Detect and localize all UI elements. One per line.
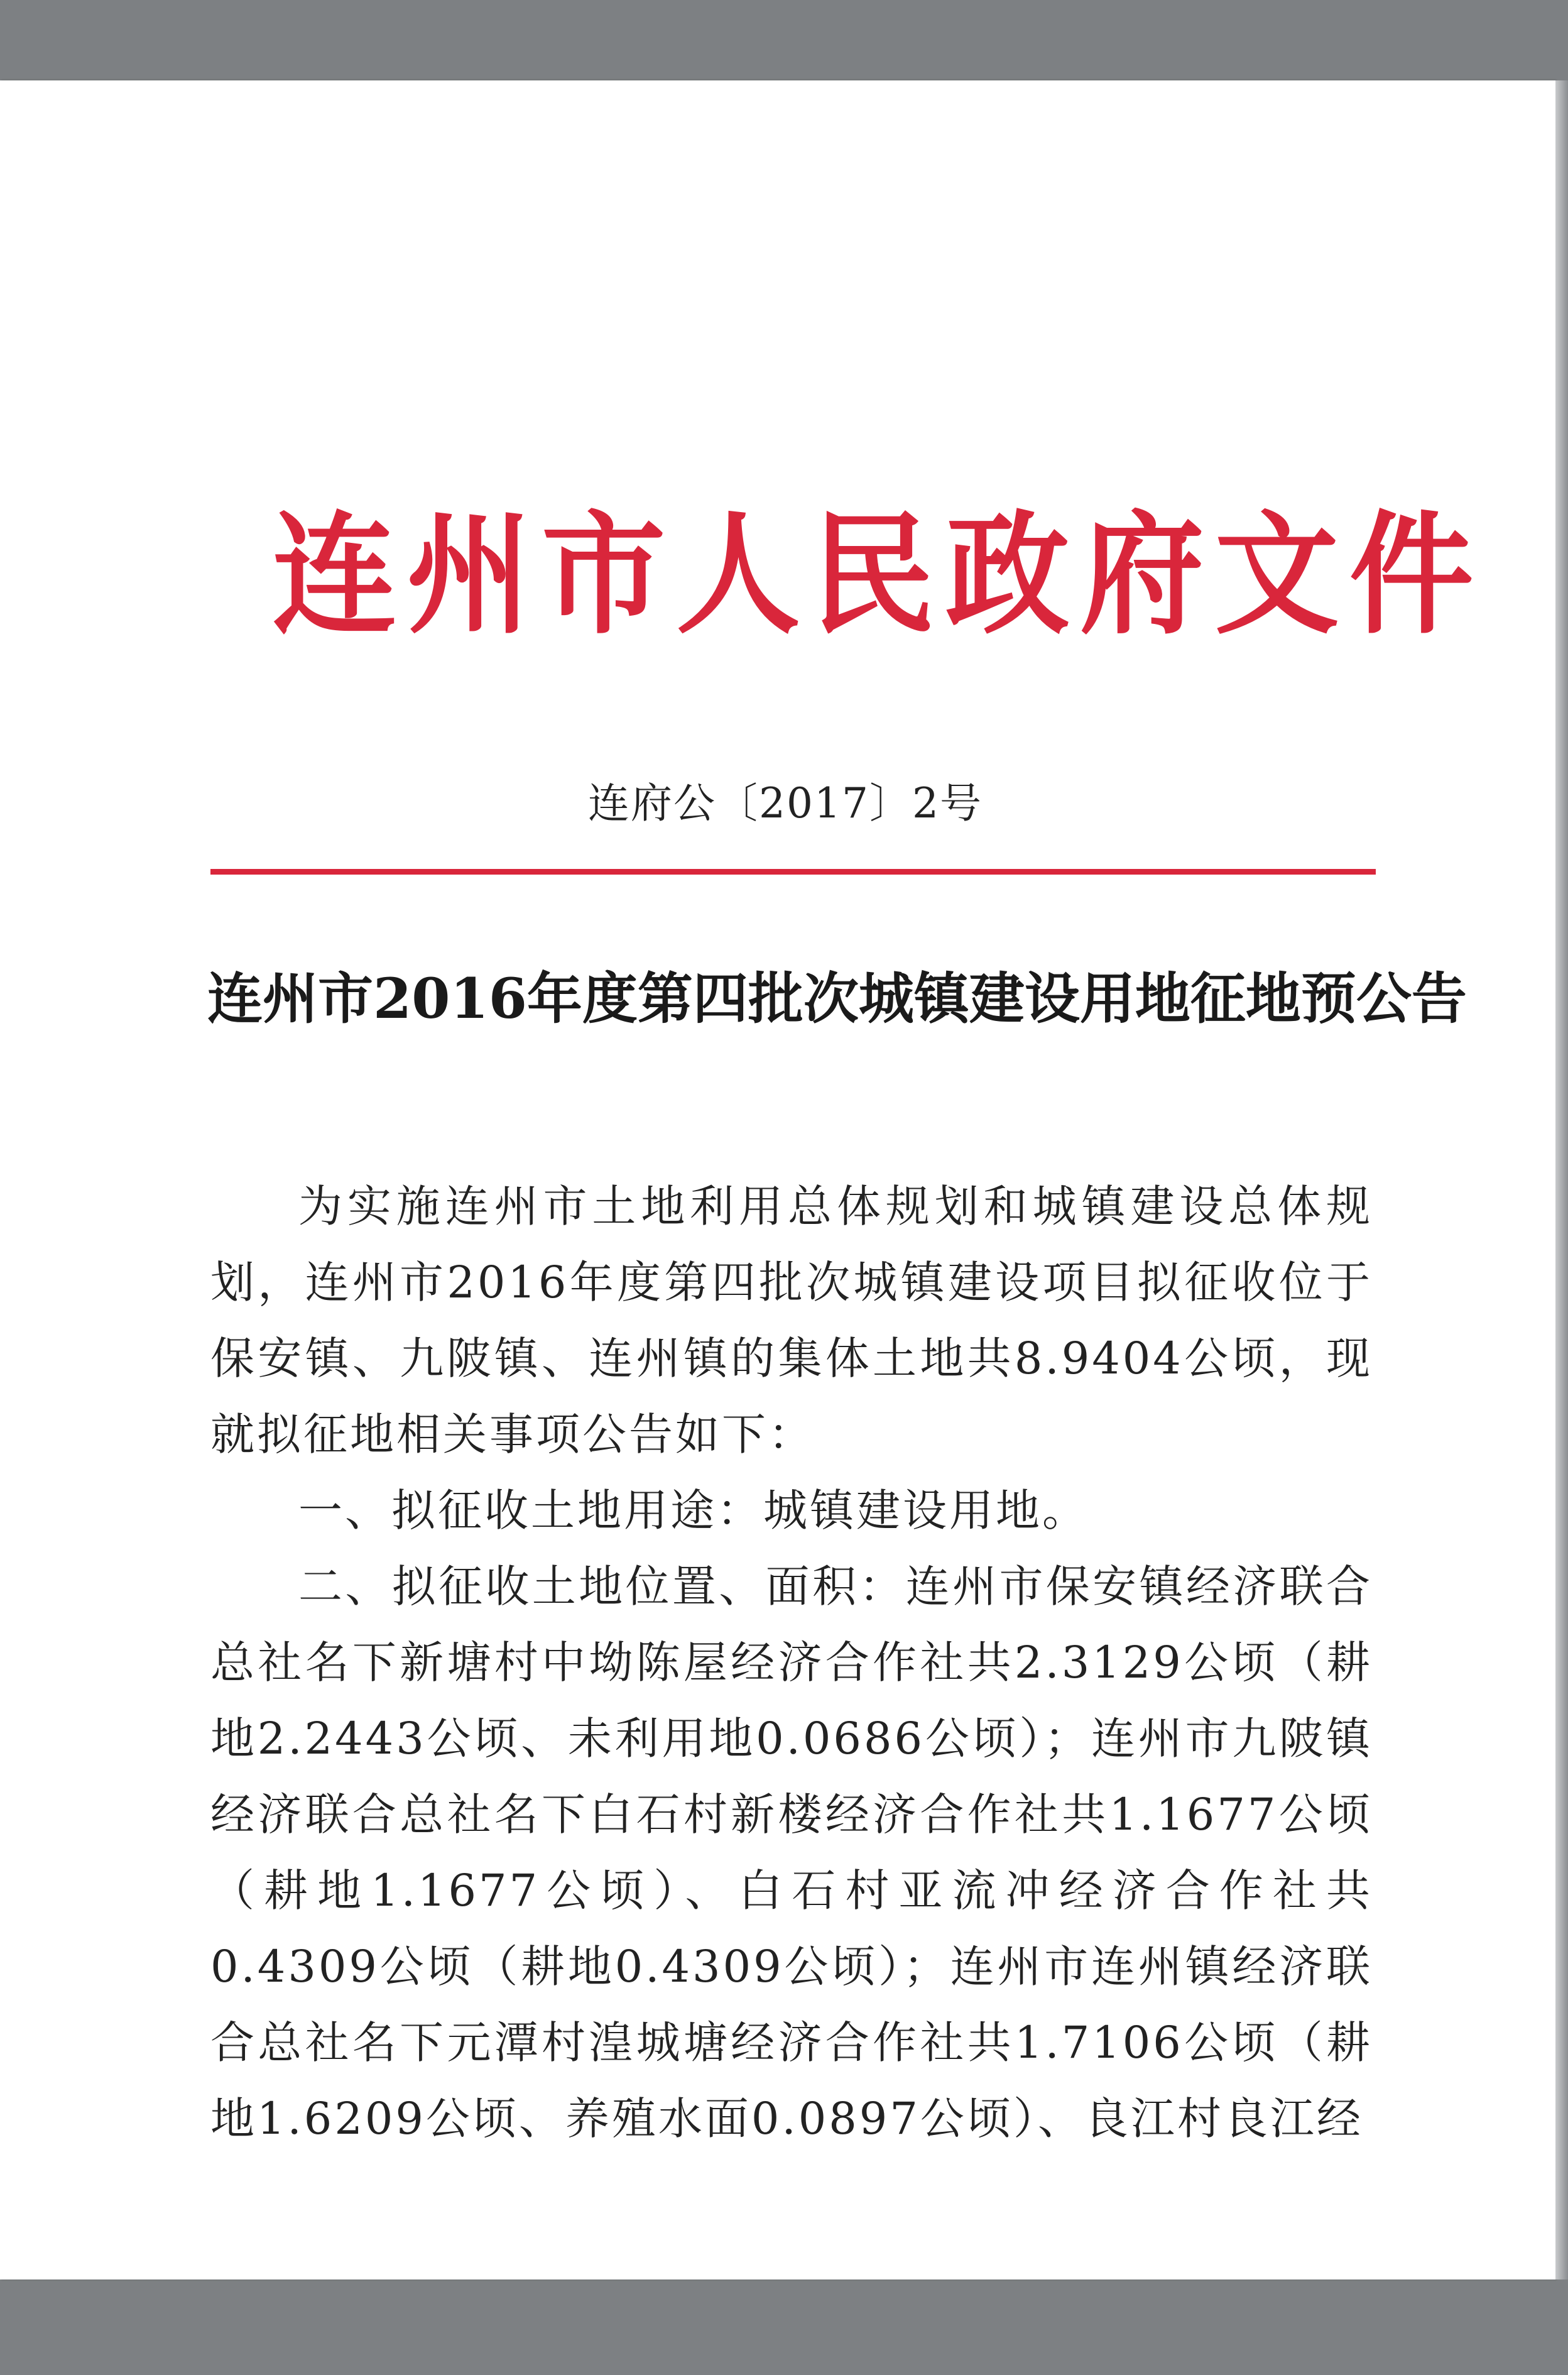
scan-edge: [1555, 80, 1568, 2279]
red-divider: [210, 869, 1376, 875]
paragraph-intro: 为实施连州市土地利用总体规划和城镇建设总体规划，连州市2016年度第四批次城镇建设项目拟征收位于保安镇、九陂镇、连州镇的集体土地共8.9404公顷，现就拟征地相关事项公告如下：: [210, 1181, 1373, 1460]
document-number: 连府公〔2017〕2号: [588, 779, 983, 827]
document-title: 连州市2016年度第四批次城镇建设用地征地预公告: [207, 966, 1467, 1031]
paragraph-location-area: 二、拟征收土地位置、面积：连州市保安镇经济联合总社名下新塘村中坳陈屋经济合作社共2.3129公顷（耕地2.2443公顷、未利用地0.0686公顷）；连州市九陂镇经济联合总社名下白石村新楼经济合作社共1.1677公顷（耕地1.1677公顷）、白石村亚流冲经济合作社共0.4309公顷（耕地0.4309公顷）；连州市连州镇经济联合总社名下元潭村湟城塘经济合作社共1.7106公顷（耕地1.6209公顷、养殖水面0.0897公顷）、良江村良江经: [210, 1561, 1373, 2144]
paragraph-land-use: 一、拟征收土地用途：城镇建设用地。: [298, 1485, 1089, 1536]
document-body: [210, 1169, 1373, 2157]
masthead: 连州市人民政府文件: [272, 497, 1484, 652]
